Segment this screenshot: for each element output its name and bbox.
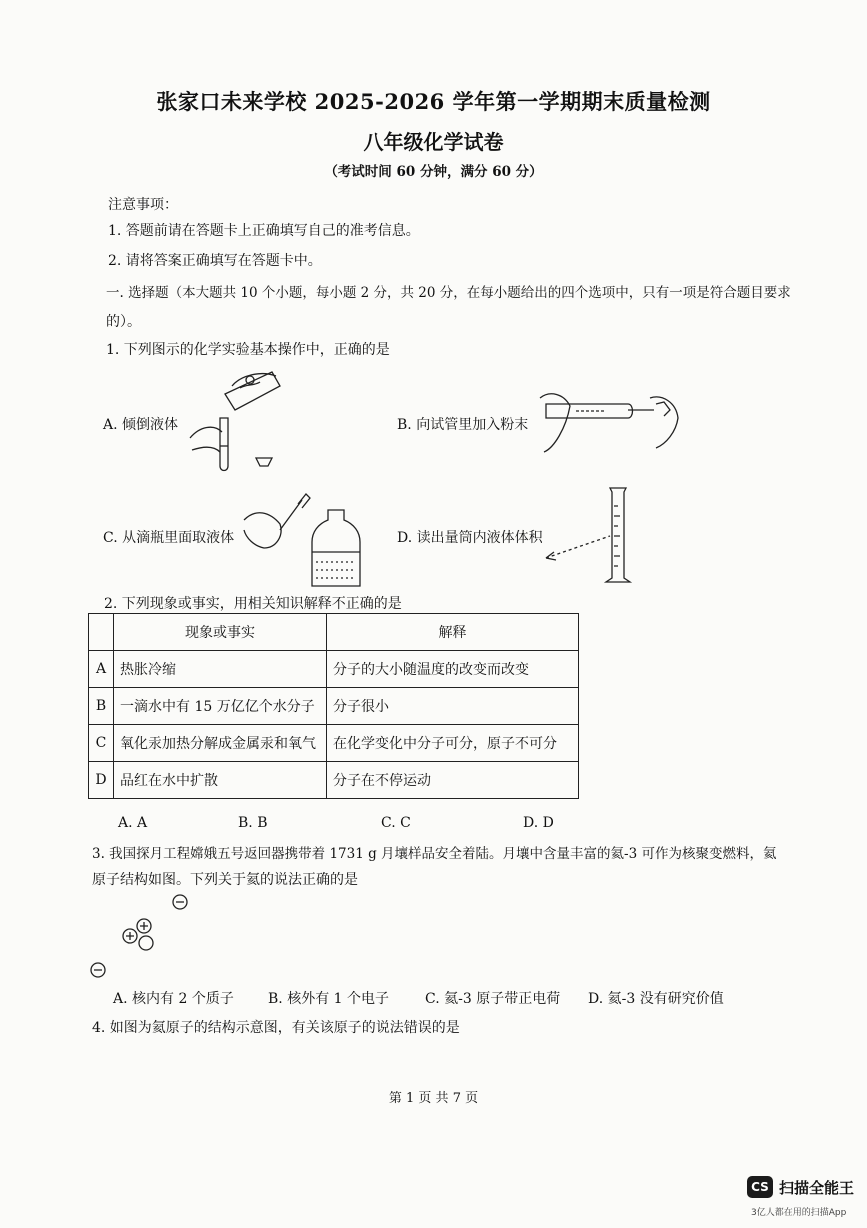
- q1-stem: 1. 下列图示的化学实验基本操作中，正确的是: [106, 342, 390, 358]
- row-explain: 分子的大小随温度的改变而改变: [327, 651, 579, 688]
- row-fact: 品红在水中扩散: [114, 762, 327, 799]
- section1-intro-line1: 一. 选择题（本大题共 10 个小题，每小题 2 分，共 20 分，在每小题给出的四个选项中，只有一项是符合题目要求: [106, 285, 791, 301]
- camscanner-logo-icon: CS: [747, 1176, 773, 1198]
- notes-heading: 注意事项：: [108, 197, 178, 213]
- q1-option-c: C. 从滴瓶里面取液体: [103, 530, 235, 546]
- dropper-bottle-illustration: [236, 490, 376, 590]
- row-fact: 氧化汞加热分解成金属汞和氧气: [114, 725, 327, 762]
- pouring-liquid-illustration: [180, 366, 290, 476]
- q3-stem-line1: 3. 我国探月工程嫦娥五号返回器携带着 1731 g 月壤样品安全着陆。月壤中含量丰富的氦-3 可作为核聚变燃料，氦: [92, 846, 777, 862]
- row-explain: 分子在不停运动: [327, 762, 579, 799]
- table-header-key: [89, 614, 114, 651]
- q2-option-d: D. D: [523, 815, 554, 831]
- row-fact: 热胀冷缩: [114, 651, 327, 688]
- graduated-cylinder-illustration: [540, 486, 640, 586]
- row-key: B: [89, 688, 114, 725]
- q2-option-a: A. A: [118, 815, 148, 831]
- q3-option-d: D. 氦-3 没有研究价值: [588, 991, 724, 1007]
- q1-option-a: A. 倾倒液体: [103, 417, 179, 433]
- adding-powder-illustration: [536, 388, 686, 458]
- notes-item-2: 2. 请将答案正确填写在答题卡中。: [108, 253, 322, 269]
- q1-option-d: D. 读出量筒内液体体积: [397, 530, 543, 546]
- q3-option-b: B. 核外有 1 个电子: [268, 991, 389, 1007]
- exam-subtitle: 八年级化学试卷: [363, 130, 504, 154]
- helium-atom-diagram: [88, 890, 198, 982]
- q2-option-c: C. C: [381, 815, 411, 831]
- row-explain: 在化学变化中分子可分，原子不可分: [327, 725, 579, 762]
- table-row: [89, 762, 579, 799]
- scanner-app-name: 扫描全能王: [779, 1179, 855, 1197]
- scanner-app-badge: [747, 1174, 857, 1222]
- exam-title: 张家口未来学校 2025-2026 学年第一学期期末质量检测: [156, 89, 711, 114]
- row-key: C: [89, 725, 114, 762]
- row-explain: 分子很小: [327, 688, 579, 725]
- q4-stem: 4. 如图为氦原子的结构示意图，有关该原子的说法错误的是: [92, 1020, 460, 1036]
- q2-option-b: B. B: [238, 815, 268, 831]
- q3-option-c: C. 氦-3 原子带正电荷: [425, 991, 561, 1007]
- page-number: 第 1 页 共 7 页: [388, 1091, 479, 1106]
- row-fact: 一滴水中有 15 万亿亿个水分子: [114, 688, 327, 725]
- table-row: [89, 688, 579, 725]
- notes-item-1: 1. 答题前请在答题卡上正确填写自己的准考信息。: [108, 223, 420, 239]
- scanner-app-tagline: 3亿人都在用的扫描App: [751, 1208, 847, 1218]
- q3-option-a: A. 核内有 2 个质子: [113, 991, 234, 1007]
- section1-intro-line2: 的）。: [106, 314, 141, 330]
- table-header-row: [89, 614, 579, 651]
- q1-option-b: B. 向试管里加入粉末: [397, 417, 529, 433]
- table-header-fact: 现象或事实: [114, 614, 327, 651]
- table-header-explain: 解释: [327, 614, 579, 651]
- q2-stem: 2. 下列现象或事实，用相关知识解释不正确的是: [104, 596, 402, 612]
- q2-table: [88, 613, 579, 799]
- row-key: D: [89, 762, 114, 799]
- table-row: [89, 651, 579, 688]
- q3-stem-line2: 原子结构如图。下列关于氦的说法正确的是: [92, 872, 358, 888]
- table-row: [89, 725, 579, 762]
- exam-time-note: （考试时间 60 分钟，满分 60 分）: [324, 164, 543, 180]
- row-key: A: [89, 651, 114, 688]
